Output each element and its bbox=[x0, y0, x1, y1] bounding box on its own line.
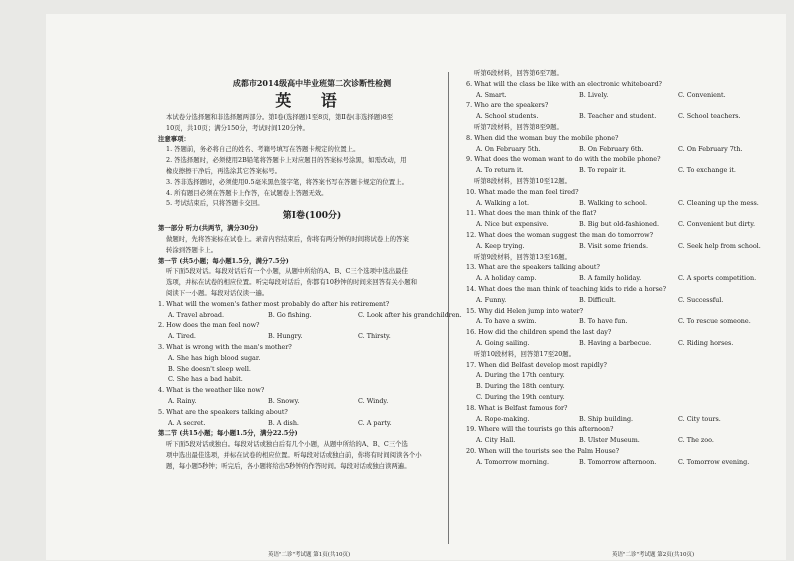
answer-option: C. She has a bad habit. bbox=[168, 375, 243, 384]
answer-option: C. Thirsty. bbox=[358, 332, 391, 341]
answer-option: B. Difficult. bbox=[579, 295, 616, 304]
answer-option: A. Funny. bbox=[476, 295, 507, 304]
answer-option: B. She doesn't sleep well. bbox=[168, 364, 251, 373]
answer-option: B. Visit some friends. bbox=[579, 241, 648, 250]
footer-left: 英语"二诊"考试题 第1页(共10页) bbox=[268, 552, 351, 558]
notes-line: 1. 答题前，务必将自己的姓名、考籍号填写在答题卡规定的位置上。 bbox=[166, 145, 360, 154]
question-stem: 7. Who are the speakers? bbox=[466, 101, 549, 110]
option-row bbox=[466, 90, 776, 101]
question-stem: 3. What is wrong with the man's mother? bbox=[158, 342, 292, 351]
material-note: 听第8段材料，回答第10至12题。 bbox=[474, 176, 572, 185]
answer-option: B. Go fishing. bbox=[268, 310, 312, 319]
option-row bbox=[466, 198, 776, 209]
material-note: 听第10段材料，回答第17至20题。 bbox=[474, 349, 576, 358]
part1_desc-line: 做题时，先将答案标在试卷上。录音内容结束后，你将有两分钟的时间将试卷上的答案 bbox=[166, 234, 409, 243]
answer-option: C. Tomorrow evening. bbox=[678, 457, 750, 466]
answer-option: A. Rope-making. bbox=[476, 414, 530, 423]
question-stem: 13. What are the speakers talking about? bbox=[466, 263, 600, 272]
answer-option: C. On February 7th. bbox=[678, 144, 743, 153]
question-stem: 8. When did the woman buy the mobile phone? bbox=[466, 133, 619, 142]
material-note: 听第6段材料，回答第6至7题。 bbox=[474, 69, 563, 77]
notes-line: 5. 考试结束后，只将答题卡交回。 bbox=[166, 199, 264, 208]
answer-option: B. Ship building. bbox=[579, 414, 634, 423]
answer-option: C. A sports competition. bbox=[678, 274, 757, 283]
question-stem: 6. What will the class be like with an electronic whiteboard? bbox=[466, 79, 662, 88]
section2_desc-line: 听下面5段对话或独白。每段对话或独白后有几个小题，从题中所给的A、B、C三个选 bbox=[166, 440, 408, 449]
answer-option: C. To rescue someone. bbox=[678, 317, 751, 326]
answer-option: B. Snowy. bbox=[268, 396, 300, 405]
answer-option: C. Seek help from school. bbox=[678, 241, 761, 250]
answer-option: B. Having a barbecue. bbox=[579, 338, 652, 347]
option-row bbox=[466, 111, 776, 122]
answer-option: B. During the 18th century. bbox=[476, 382, 565, 391]
footer-right: 英语"二诊"考试题 第2页(共10页) bbox=[612, 552, 695, 558]
question-stem: 2. How does the man feel now? bbox=[158, 321, 260, 330]
answer-option: B. A dish. bbox=[268, 418, 299, 427]
answer-option: A. Travel abroad. bbox=[168, 310, 225, 319]
section1_desc-line: 阅读下一小题。每段对话仅读一遍。 bbox=[166, 288, 269, 297]
answer-option: B. Hungry. bbox=[268, 332, 303, 341]
question-stem: 5. What are the speakers talking about? bbox=[158, 407, 288, 416]
question-stem: 14. What does the man think of teaching kids to ride a horse? bbox=[466, 284, 667, 293]
answer-option: B. A family holiday. bbox=[579, 274, 642, 283]
option-row bbox=[466, 144, 776, 155]
question-stem: 18. What is Belfast famous for? bbox=[466, 403, 568, 412]
answer-option: B. Tomorrow afternoon. bbox=[579, 457, 657, 466]
option-row bbox=[466, 457, 776, 468]
answer-option: C. A party. bbox=[358, 418, 392, 427]
answer-option: A. Tomorrow morning. bbox=[476, 457, 550, 466]
option-row bbox=[466, 435, 776, 446]
question-stem: 10. What made the man feel tired? bbox=[466, 187, 579, 196]
section2-heading: 第二节 (共15小题；每小题1.5分，满分22.5分) bbox=[158, 429, 298, 438]
answer-option: A. Walking a lot. bbox=[476, 198, 530, 207]
section1-heading: 第一节 (共5小题；每小题1.5分，满分7.5分) bbox=[158, 256, 289, 265]
answer-option: C. Cleaning up the mess. bbox=[678, 198, 759, 207]
notes-line: 橡皮擦擦干净后，再选涂其它答案标号。 bbox=[166, 166, 282, 175]
section1_desc-line: 选项，并标在试卷的相应位置。听完每段对话后，你都有10秒钟的时间来回答有关小题和 bbox=[166, 278, 417, 287]
material-note: 听第9段材料，回答第13至16题。 bbox=[474, 252, 572, 261]
answer-option: A. To return it. bbox=[476, 166, 524, 175]
answer-option: B. To have fun. bbox=[579, 317, 628, 326]
section1_desc-line: 听下面5段对话。每段对话后有一个小题，从题中所给的A、B、C三个选项中选出最佳 bbox=[166, 267, 408, 276]
answer-option: A. On February 5th. bbox=[476, 144, 541, 153]
section2_desc-line: 项中选出最佳选项，并标在试卷的相应位置。听每段对话或独白前，你将有时间阅读各个小 bbox=[166, 450, 422, 459]
answer-option: C. Riding horses. bbox=[678, 338, 734, 347]
left-column bbox=[158, 14, 466, 472]
section2-description bbox=[158, 439, 466, 471]
option-row bbox=[466, 165, 776, 176]
answer-option: C. School teachers. bbox=[678, 112, 741, 121]
answer-option: B. Walking to school. bbox=[579, 198, 647, 207]
answer-option: B. Big but old-fashioned. bbox=[579, 220, 660, 229]
option-row bbox=[466, 338, 776, 349]
material-note: 听第7段材料，回答第8至9题。 bbox=[474, 122, 563, 131]
notes-title: 注意事项： bbox=[158, 134, 190, 143]
option-row bbox=[466, 273, 776, 284]
answer-option: A. School students. bbox=[476, 112, 539, 121]
answer-option: C. City tours. bbox=[678, 414, 721, 423]
right-column bbox=[466, 14, 776, 467]
answer-option: B. Ulster Museum. bbox=[579, 436, 640, 445]
part-heading: 第Ⅰ卷(100分) bbox=[282, 211, 342, 222]
question-stem: 20. When will the tourists see the Palm House? bbox=[466, 446, 620, 455]
right-questions bbox=[466, 79, 776, 468]
subject-title: 英 语 bbox=[275, 91, 349, 110]
question-stem: 19. Where will the tourists go this afternoon? bbox=[466, 425, 614, 434]
answer-option: A. Keep trying. bbox=[476, 241, 525, 250]
question-stem: 1. What will the women's father most probably do after his retirement? bbox=[158, 299, 390, 308]
notes-line: 3. 答非选择题时，必须使用0.5毫米黑色签字笔，将答案书写在答题卡规定的位置上。 bbox=[166, 177, 408, 186]
intro-line: 本试卷分选择题和非选择题两部分。第Ⅰ卷(选择题)1至8页，第Ⅱ卷(非选择题)8至 bbox=[166, 113, 394, 121]
answer-option: A. During the 17th century. bbox=[476, 371, 565, 380]
question-stem: 15. Why did Helen jump into water? bbox=[466, 306, 584, 315]
option-row bbox=[466, 219, 776, 230]
answer-option: A. Going sailing. bbox=[476, 338, 530, 347]
answer-option: A. Nice but expensive. bbox=[476, 220, 549, 229]
part1-description bbox=[158, 234, 466, 256]
answer-option: C. Convenient. bbox=[678, 90, 726, 99]
intro-line: 10页，共10页；满分150分，考试时间120分钟。 bbox=[166, 123, 309, 132]
notes-line: 4. 所有题目必须在答题卡上作答，在试题卷上答题无效。 bbox=[166, 188, 328, 197]
question-stem: 4. What is the weather like now? bbox=[158, 386, 265, 395]
option-row bbox=[158, 396, 466, 407]
section2_desc-line: 题，每小题5秒钟；听完后，各小题将给出5秒钟的作答时间。每段对话或独白读两遍。 bbox=[166, 461, 411, 470]
question-stem: 9. What does the woman want to do with the mobile phone? bbox=[466, 155, 661, 164]
option-row bbox=[158, 418, 466, 429]
question-stem: 12. What does the woman suggest the man do tomorrow? bbox=[466, 230, 654, 239]
answer-option: A. Tired. bbox=[168, 332, 196, 341]
option-row bbox=[158, 331, 466, 342]
answer-option: C. To exchange it. bbox=[678, 166, 736, 175]
answer-option: C. Convenient but dirty. bbox=[678, 220, 755, 229]
answer-option: B. Teacher and student. bbox=[579, 112, 657, 121]
left-questions bbox=[158, 299, 466, 429]
answer-option: C. The zoo. bbox=[678, 436, 714, 445]
answer-option: B. Lively. bbox=[579, 90, 609, 99]
option-row bbox=[466, 241, 776, 252]
notes-line: 2. 答选择题时，必须使用2B铅笔将答题卡上对应题目的答案标号涂黑，如需改动，用 bbox=[166, 156, 407, 165]
section1-description bbox=[158, 266, 466, 298]
part1_desc-line: 转涂到答题卡上。 bbox=[166, 245, 218, 254]
part1-heading: 第一部分 听力(共两节，满分30分) bbox=[158, 224, 259, 233]
intro-text bbox=[158, 112, 466, 134]
answer-option: C. During the 19th century. bbox=[476, 392, 565, 401]
option-row bbox=[466, 295, 776, 306]
answer-option: A. City Hall. bbox=[476, 436, 516, 445]
question-stem: 16. How did the children spend the last day? bbox=[466, 328, 612, 337]
answer-option: C. Look after his grandchildren. bbox=[358, 310, 462, 319]
option-row bbox=[158, 310, 466, 321]
answer-option: C. Windy. bbox=[358, 396, 389, 405]
question-stem: 17. When did Belfast develop most rapidly? bbox=[466, 360, 607, 369]
answer-option: A. To have a swim. bbox=[476, 317, 537, 326]
answer-option: B. On February 6th. bbox=[579, 144, 644, 153]
answer-option: A. Smart. bbox=[476, 90, 507, 99]
answer-option: A. Rainy. bbox=[168, 396, 197, 405]
option-row bbox=[466, 316, 776, 327]
option-row bbox=[466, 414, 776, 425]
answer-option: A. She has high blood sugar. bbox=[168, 353, 261, 362]
exam-title: 成都市2014级高中毕业班第二次诊断性检测 bbox=[232, 78, 392, 88]
answer-option: B. To repair it. bbox=[579, 166, 626, 175]
exam-sheet bbox=[46, 14, 786, 560]
answer-option: A. A secret. bbox=[168, 418, 206, 427]
question-stem: 11. What does the man think of the flat? bbox=[466, 209, 597, 218]
answer-option: A. A holiday camp. bbox=[476, 274, 537, 283]
answer-option: C. Successful. bbox=[678, 295, 724, 304]
notes-list bbox=[158, 144, 466, 209]
